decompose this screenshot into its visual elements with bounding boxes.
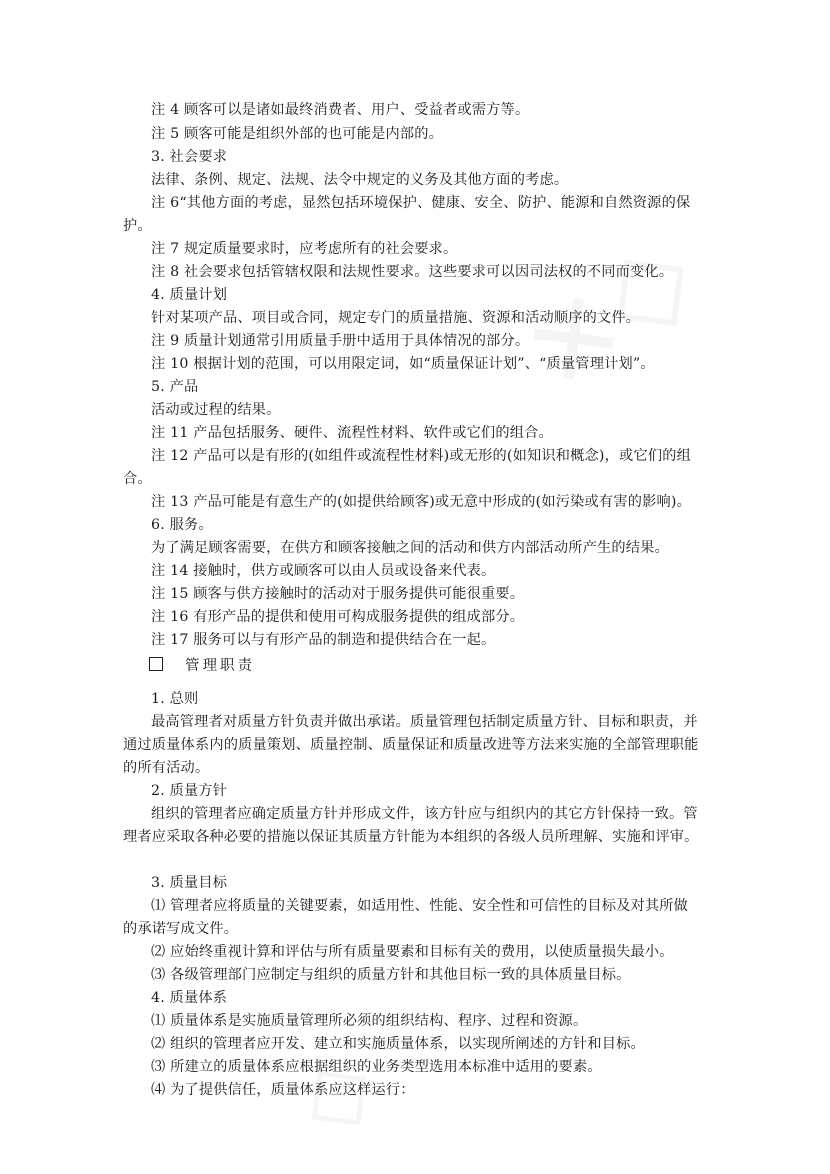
text-line: 最高管理者对质量方针负责并做出承诺。质量管理包括制定质量方针、目标和职责，并	[151, 714, 698, 730]
text-line: 注 4 顾客可以是诸如最终消费者、用户、受益者或需方等。	[151, 102, 530, 118]
text-line: 3. 社会要求	[151, 149, 228, 165]
text-line: 注 14 接触时，供方或顾客可以由人员或设备来代表。	[151, 563, 496, 579]
text-line: ⑵ 应始终重视计算和评估与所有质量要素和目标有关的费用，以使质量损失最小。	[151, 944, 674, 960]
text-line: 注 13 产品可能是有意生产的(如提供给顾客)或无意中形成的(如污染或有害的影响)。	[151, 494, 691, 510]
text-line: 注 9 质量计划通常引用质量手册中适用于具体情况的部分。	[151, 333, 530, 349]
text-line: 1. 总则	[151, 691, 199, 707]
text-line: ⑴ 质量体系是实施质量管理所必须的组织结构、程序、过程和资源。	[151, 1013, 588, 1029]
text-line: 理者应采取各种必要的措施以保证其质量方针能为本组织的各级人员所理解、实施和评审。	[123, 829, 699, 845]
section-heading	[149, 654, 255, 678]
text-line: 注 16 有形产品的提供和使用可构成服务提供的组成部分。	[151, 609, 525, 625]
text-line: 注 8 社会要求包括管辖权限和法规性要求。这些要求可以因司法权的不同而变化。	[151, 264, 674, 280]
text-line: 合。	[123, 471, 152, 487]
text-line: 注 15 顾客与供方接触时的活动对于服务提供可能很重要。	[151, 586, 525, 602]
text-line: 6. 服务。	[151, 517, 213, 533]
text-line: 注 17 服务可以与有形产品的制造和提供结合在一起。	[151, 632, 496, 648]
text-line: ⑵ 组织的管理者应开发、建立和实施质量体系，以实现所阐述的方针和目标。	[151, 1036, 645, 1052]
text-line: ⑴ 管理者应将质量的关键要素，如适用性、性能、安全性和可信性的目标及对其所做	[151, 898, 689, 914]
text-line: 注 6“其他方面的考虑，显然包括环境保护、健康、安全、防护、能源和自然资源的保	[151, 195, 691, 211]
text-line: 的所有活动。	[123, 760, 210, 776]
text-line: 注 11 产品包括服务、硬件、流程性材料、软件或它们的组合。	[151, 425, 553, 441]
text-line: 注 7 规定质量要求时，应考虑所有的社会要求。	[151, 241, 458, 257]
text-line: ⑶ 各级管理部门应制定与组织的质量方针和其他目标一致的具体质量目标。	[151, 967, 631, 983]
text-line: ⑷ 为了提供信任，质量体系应这样运行：	[151, 1082, 415, 1098]
text-line: ⑶ 所建立的质量体系应根据组织的业务类型选用本标准中适用的要素。	[151, 1059, 602, 1075]
text-line: 护。	[123, 218, 152, 234]
text-line: 4. 质量体系	[151, 990, 228, 1006]
checkbox-square-icon	[149, 657, 163, 671]
text-line: 通过质量体系内的质量策划、质量控制、质量保证和质量改进等方法来实施的全部管理职能	[123, 737, 699, 753]
text-line: 针对某项产品、项目或合同，规定专门的质量措施、资源和活动顺序的文件。	[151, 310, 641, 326]
text-line: 注 10 根据计划的范围，可以用限定词，如“质量保证计划”、“质量管理计划”。	[151, 356, 655, 372]
text-line: 组织的管理者应确定质量方针并形成文件，该方针应与组织内的其它方针保持一致。管	[151, 806, 698, 822]
text-line: 活动或过程的结果。	[151, 402, 281, 418]
text-line: 3. 质量目标	[151, 875, 228, 891]
text-line: 4. 质量计划	[151, 287, 228, 303]
text-line: 注 5 顾客可能是组织外部的也可能是内部的。	[151, 126, 444, 142]
text-line: 法律、条例、规定、法规、法令中规定的义务及其他方面的考虑。	[151, 172, 569, 188]
text-line: 的承诺写成文件。	[123, 921, 239, 937]
text-line: 为了满足顾客需要，在供方和顾客接触之间的活动和供方内部活动所产生的结果。	[151, 540, 669, 556]
text-line: 5. 产品	[151, 379, 199, 395]
text-line: 2. 质量方针	[151, 783, 228, 799]
section-heading-text: 管理职责	[185, 658, 255, 674]
text-line: 注 12 产品可以是有形的(如组件或流程性材料)或无形的(如知识和概念)，或它们的组	[151, 448, 691, 464]
